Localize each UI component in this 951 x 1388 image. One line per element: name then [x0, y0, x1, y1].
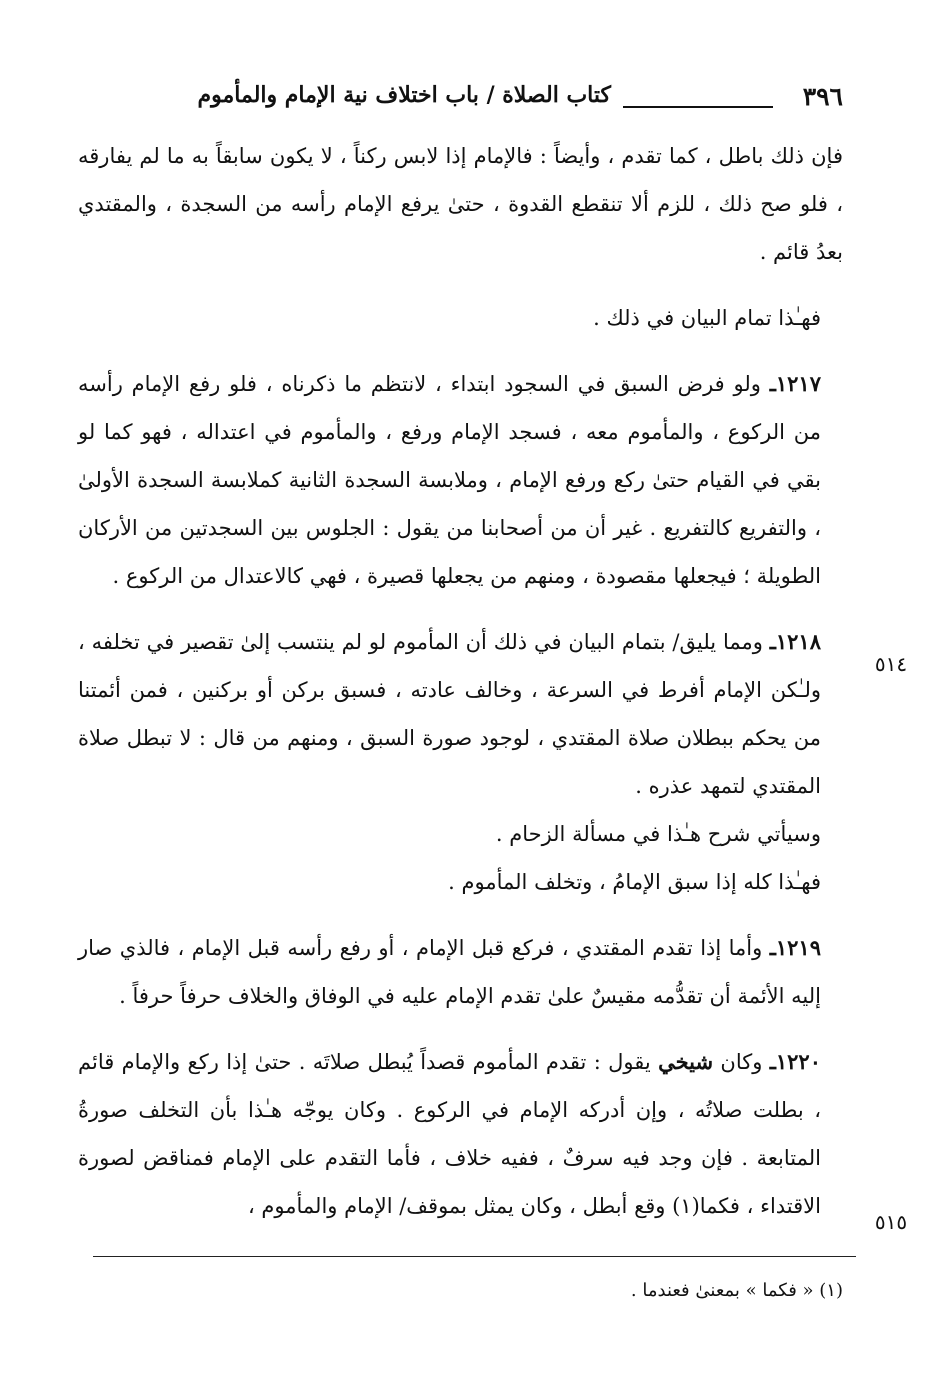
page-number: ٣٩٦ — [802, 82, 843, 111]
paragraph-conclusion: فهـٰذا تمام البيان في ذلك . — [593, 306, 821, 330]
main-text — [78, 132, 843, 1230]
paragraph-summary: فهـٰذا كله إذا سبق الإمامُ ، وتخلف المأموم . — [448, 870, 821, 894]
paragraph-number: ١٢١٩ـ — [769, 935, 821, 960]
paragraph-1220: ١٢٢٠ـ وكان شيخي يقول : تقدم المأموم قصداً يُبطل صلاتَه . حتىٰ إذا ركع والإمام قائم ، بطلت صلاتُه ، وإن أدركه الإمام في الركوع . وكان يوجّه هـٰذا بأن التخلف صورةُ المتابعة . فإن وجد فيه سرفٌ ، ففيه خلاف ، فأما التقدم على الإمام فمناقض لصورة الاقتداء ، فكما(١) وقع أبطل ، وكان يمثل بموقف/ الإمام والمأموم ، — [78, 1049, 821, 1218]
paragraph-number: ١٢١٧ـ — [769, 371, 821, 396]
running-title: كتاب الصلاة / باب اختلاف نية الإمام والمأموم — [197, 82, 611, 108]
paragraph-note: وسيأتي شرح هـٰذا في مسألة الزحام . — [495, 822, 821, 846]
footnote-separator — [93, 1256, 856, 1257]
paragraph-number: ١٢١٨ـ — [769, 629, 821, 654]
paragraph-number: ١٢٢٠ـ — [769, 1049, 821, 1074]
footnote: (١) « فكما » بمعنىٰ فعندما . — [630, 1280, 843, 1301]
header-rule — [623, 106, 773, 108]
margin-folio-514: ٥١٤ — [874, 652, 908, 676]
paragraph-1217: ١٢١٧ـ ولو فرض السبق في السجود ابتداء ، لانتظم ما ذكرناه ، فلو رفع الإمام رأسه من الركوع ، والمأموم معه ، فسجد الإمام ورفع ، والمأموم في اعتداله ، فهو كما لو بقي في القيام حتىٰ ركع ورفع الإمام ، وملابسة السجدة الثانية كملابسة السجدة الأولىٰ ، والتفريع كالتفريع . غير أن من أصحابنا من يقول : الجلوس بين السجدتين من الأركان الطويلة ؛ فيجعلها مقصودة ، ومنهم من يجعلها قصيرة ، فهي كالاعتدال من الركوع . — [78, 371, 821, 588]
page-header — [78, 82, 843, 122]
sheikh-name: شيخي — [658, 1049, 714, 1074]
paragraph-1218: ١٢١٨ـ ومما يليق/ بتمام البيان في ذلك أن المأموم لو لم ينتسب إلىٰ تقصير في تخلفه ، ولـٰكن الإمام أفرط في السرعة ، وخالف عادته ، فسبق بركن أو بركنين ، فمن أئمتنا من يحكم ببطلان صلاة المقتدي ، لوجود صورة السبق ، ومنهم من قال : لا تبطل صلاة المقتدي لتمهد عذره . — [78, 629, 821, 798]
paragraph-1219: ١٢١٩ـ وأما إذا تقدم المقتدي ، فركع قبل الإمام ، أو رفع رأسه قبل الإمام ، فالذي صار إليه الأئمة أن تقدُّمه مقيسٌ علىٰ تقدم الإمام عليه في الوفاق والخلاف حرفاً حرفاً . — [78, 935, 821, 1008]
paragraph-continuation: فإن ذلك باطل ، كما تقدم ، وأيضاً : فالإمام إذا لابس ركناً ، لا يكون سابقاً به ما لم يفارقه ، فلو صح ذلك ، للزم ألا تنقطع القدوة ، حتىٰ يرفع الإمام رأسه من السجدة ، والمقتدي بعدُ قائم . — [78, 144, 843, 264]
margin-folio-515: ٥١٥ — [874, 1210, 908, 1234]
